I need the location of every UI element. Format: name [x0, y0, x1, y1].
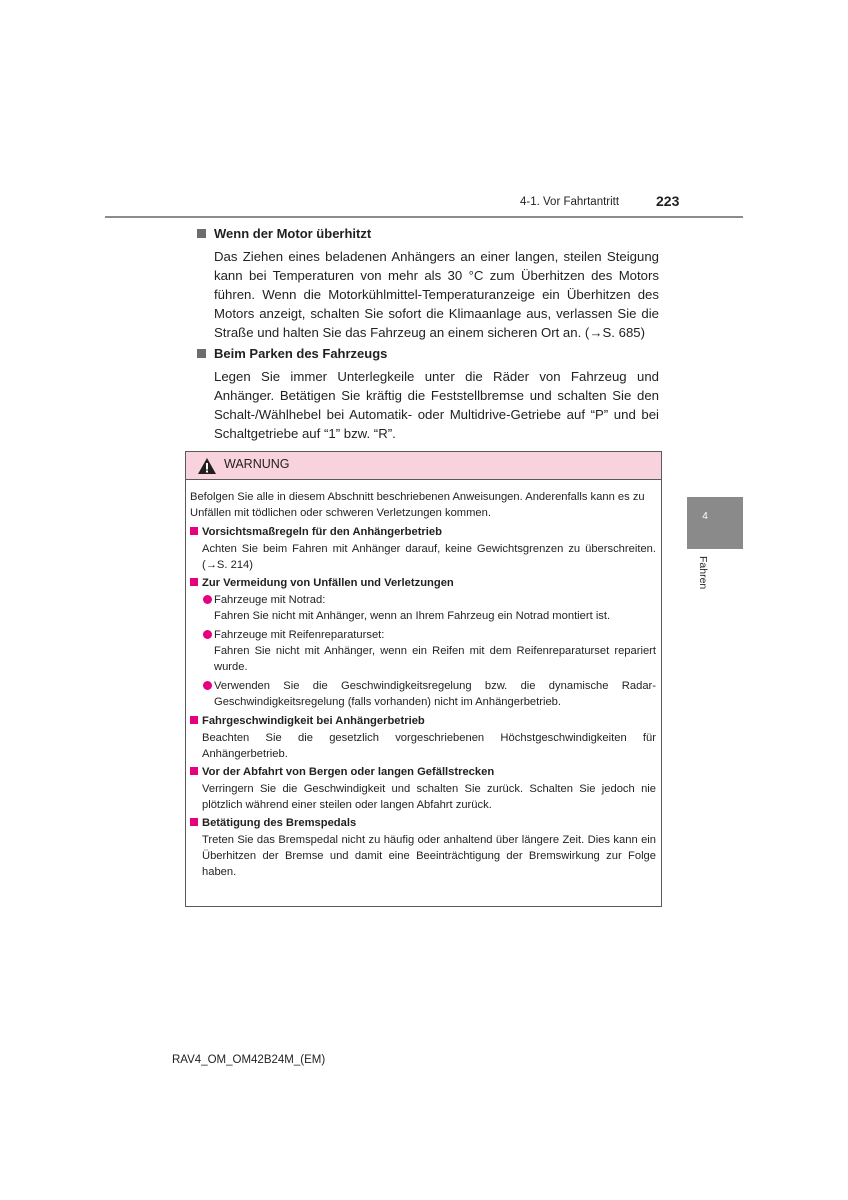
warning-bullet-title: Fahrzeuge mit Notrad:	[214, 594, 326, 606]
warning-item-heading	[190, 815, 656, 831]
chapter-tab[interactable]	[687, 497, 743, 549]
warning-item-heading-text: Vorsichtsmaßregeln für den Anhängerbetrieb	[202, 526, 442, 538]
warning-bullet-text: Verwenden Sie die Geschwindigkeitsregelung bzw. die dynamische Radar-Geschwindigkeitsregelung (falls vorhanden) nicht im Anhängerbetrieb.	[214, 680, 656, 708]
warning-item-heading	[190, 764, 656, 780]
warning-box	[185, 451, 662, 907]
pink-square-icon	[190, 527, 198, 535]
warning-item-heading-text: Fahrgeschwindigkeit bei Anhängerbetrieb	[202, 715, 425, 727]
page-number: 223	[656, 193, 680, 209]
warning-item-body: Achten Sie beim Fahren mit Anhänger darauf, keine Gewichtsgrenzen zu überschreiten. (→S. 214)	[202, 543, 656, 571]
pink-dot-icon	[203, 681, 212, 690]
section-parking	[197, 345, 659, 443]
pink-square-icon	[190, 767, 198, 775]
warning-item-heading	[190, 524, 656, 540]
warning-title: WARNUNG	[224, 457, 290, 471]
warning-item-heading-text: Zur Vermeidung von Unfällen und Verletzungen	[202, 577, 454, 589]
header-rule	[105, 216, 743, 218]
square-bullet-icon	[197, 229, 206, 238]
warning-bullet-text: Fahren Sie nicht mit Anhänger, wenn an Ihrem Fahrzeug ein Notrad montiert ist.	[214, 610, 611, 622]
warning-bullet-title: Fahrzeuge mit Reifenreparaturset:	[214, 629, 385, 641]
chapter-tab-label: Fahren	[697, 556, 709, 590]
warning-intro: Befolgen Sie alle in diesem Abschnitt beschriebenen Anweisungen. Anderenfalls kann es zu Unfällen mit tödlichen oder schweren Verletzungen kommen.	[190, 491, 645, 519]
warning-content	[186, 480, 661, 880]
warning-bullet-text: Fahren Sie nicht mit Anhänger, wenn ein Reifen mit dem Reifenreparaturset repariert wurde.	[214, 645, 656, 673]
warning-item-heading-text: Betätigung des Bremspedals	[202, 817, 357, 829]
square-bullet-icon	[197, 349, 206, 358]
footer-document-code: RAV4_OM_OM42B24M_(EM)	[172, 1054, 326, 1066]
section-body: Das Ziehen eines beladenen Anhängers an einer langen, steilen Steigung kann bei Temperaturen von mehr als 30 °C zum Überhitzen des Motors führen. Wenn die Motorkühlmittel-Temperaturanzeige ein Überhitzen des Motors anzeigt, schalten Sie sofort die Klimaanlage aus, verlassen Sie die Straße und halten Sie das Fahrzeug an einem sicheren Ort an. (→S. 685)	[214, 249, 659, 340]
pink-square-icon	[190, 578, 198, 586]
warning-header	[186, 452, 661, 480]
warning-item-body: Treten Sie das Bremspedal nicht zu häufig oder anhaltend über längere Zeit. Dies kann ein Überhitzen der Bremse und damit eine Beeinträchtigung der Bremswirkung zur Folge haben.	[202, 834, 656, 878]
running-header-section: 4-1. Vor Fahrtantritt	[520, 196, 620, 208]
warning-bullet	[214, 592, 656, 624]
section-engine-overheat	[197, 225, 659, 342]
warning-item-body: Beachten Sie die gesetzlich vorgeschriebenen Höchstgeschwindigkeiten für Anhängerbetrieb.	[202, 732, 656, 760]
warning-bullet	[214, 627, 656, 675]
section-body: Legen Sie immer Unterlegkeile unter die Räder von Fahrzeug und Anhänger. Betätigen Sie kräftig die Feststellbremse und schalten Sie den Schalt-/Wählhebel bei Automatik- oder Multidrive-Getriebe auf “P” und bei Schaltgetriebe auf “1” bzw. “R”.	[214, 369, 659, 441]
pink-square-icon	[190, 716, 198, 724]
warning-item-heading	[190, 575, 656, 591]
warning-triangle-icon	[197, 457, 217, 475]
warning-bullet	[214, 678, 656, 710]
pink-dot-icon	[203, 630, 212, 639]
warning-item-heading-text: Vor der Abfahrt von Bergen oder langen Gefällstrecken	[202, 766, 495, 778]
section-heading	[197, 345, 659, 362]
section-heading-text: Beim Parken des Fahrzeugs	[214, 346, 388, 361]
pink-square-icon	[190, 818, 198, 826]
warning-item-body: Verringern Sie die Geschwindigkeit und schalten Sie zurück. Schalten Sie jedoch nie plötzlich während einer steilen oder langen Abfahrt zurück.	[202, 783, 656, 811]
chapter-tab-number: 4	[702, 511, 708, 522]
warning-item-heading	[190, 713, 656, 729]
section-heading-text: Wenn der Motor überhitzt	[214, 226, 372, 241]
section-heading	[197, 225, 659, 242]
pink-dot-icon	[203, 595, 212, 604]
